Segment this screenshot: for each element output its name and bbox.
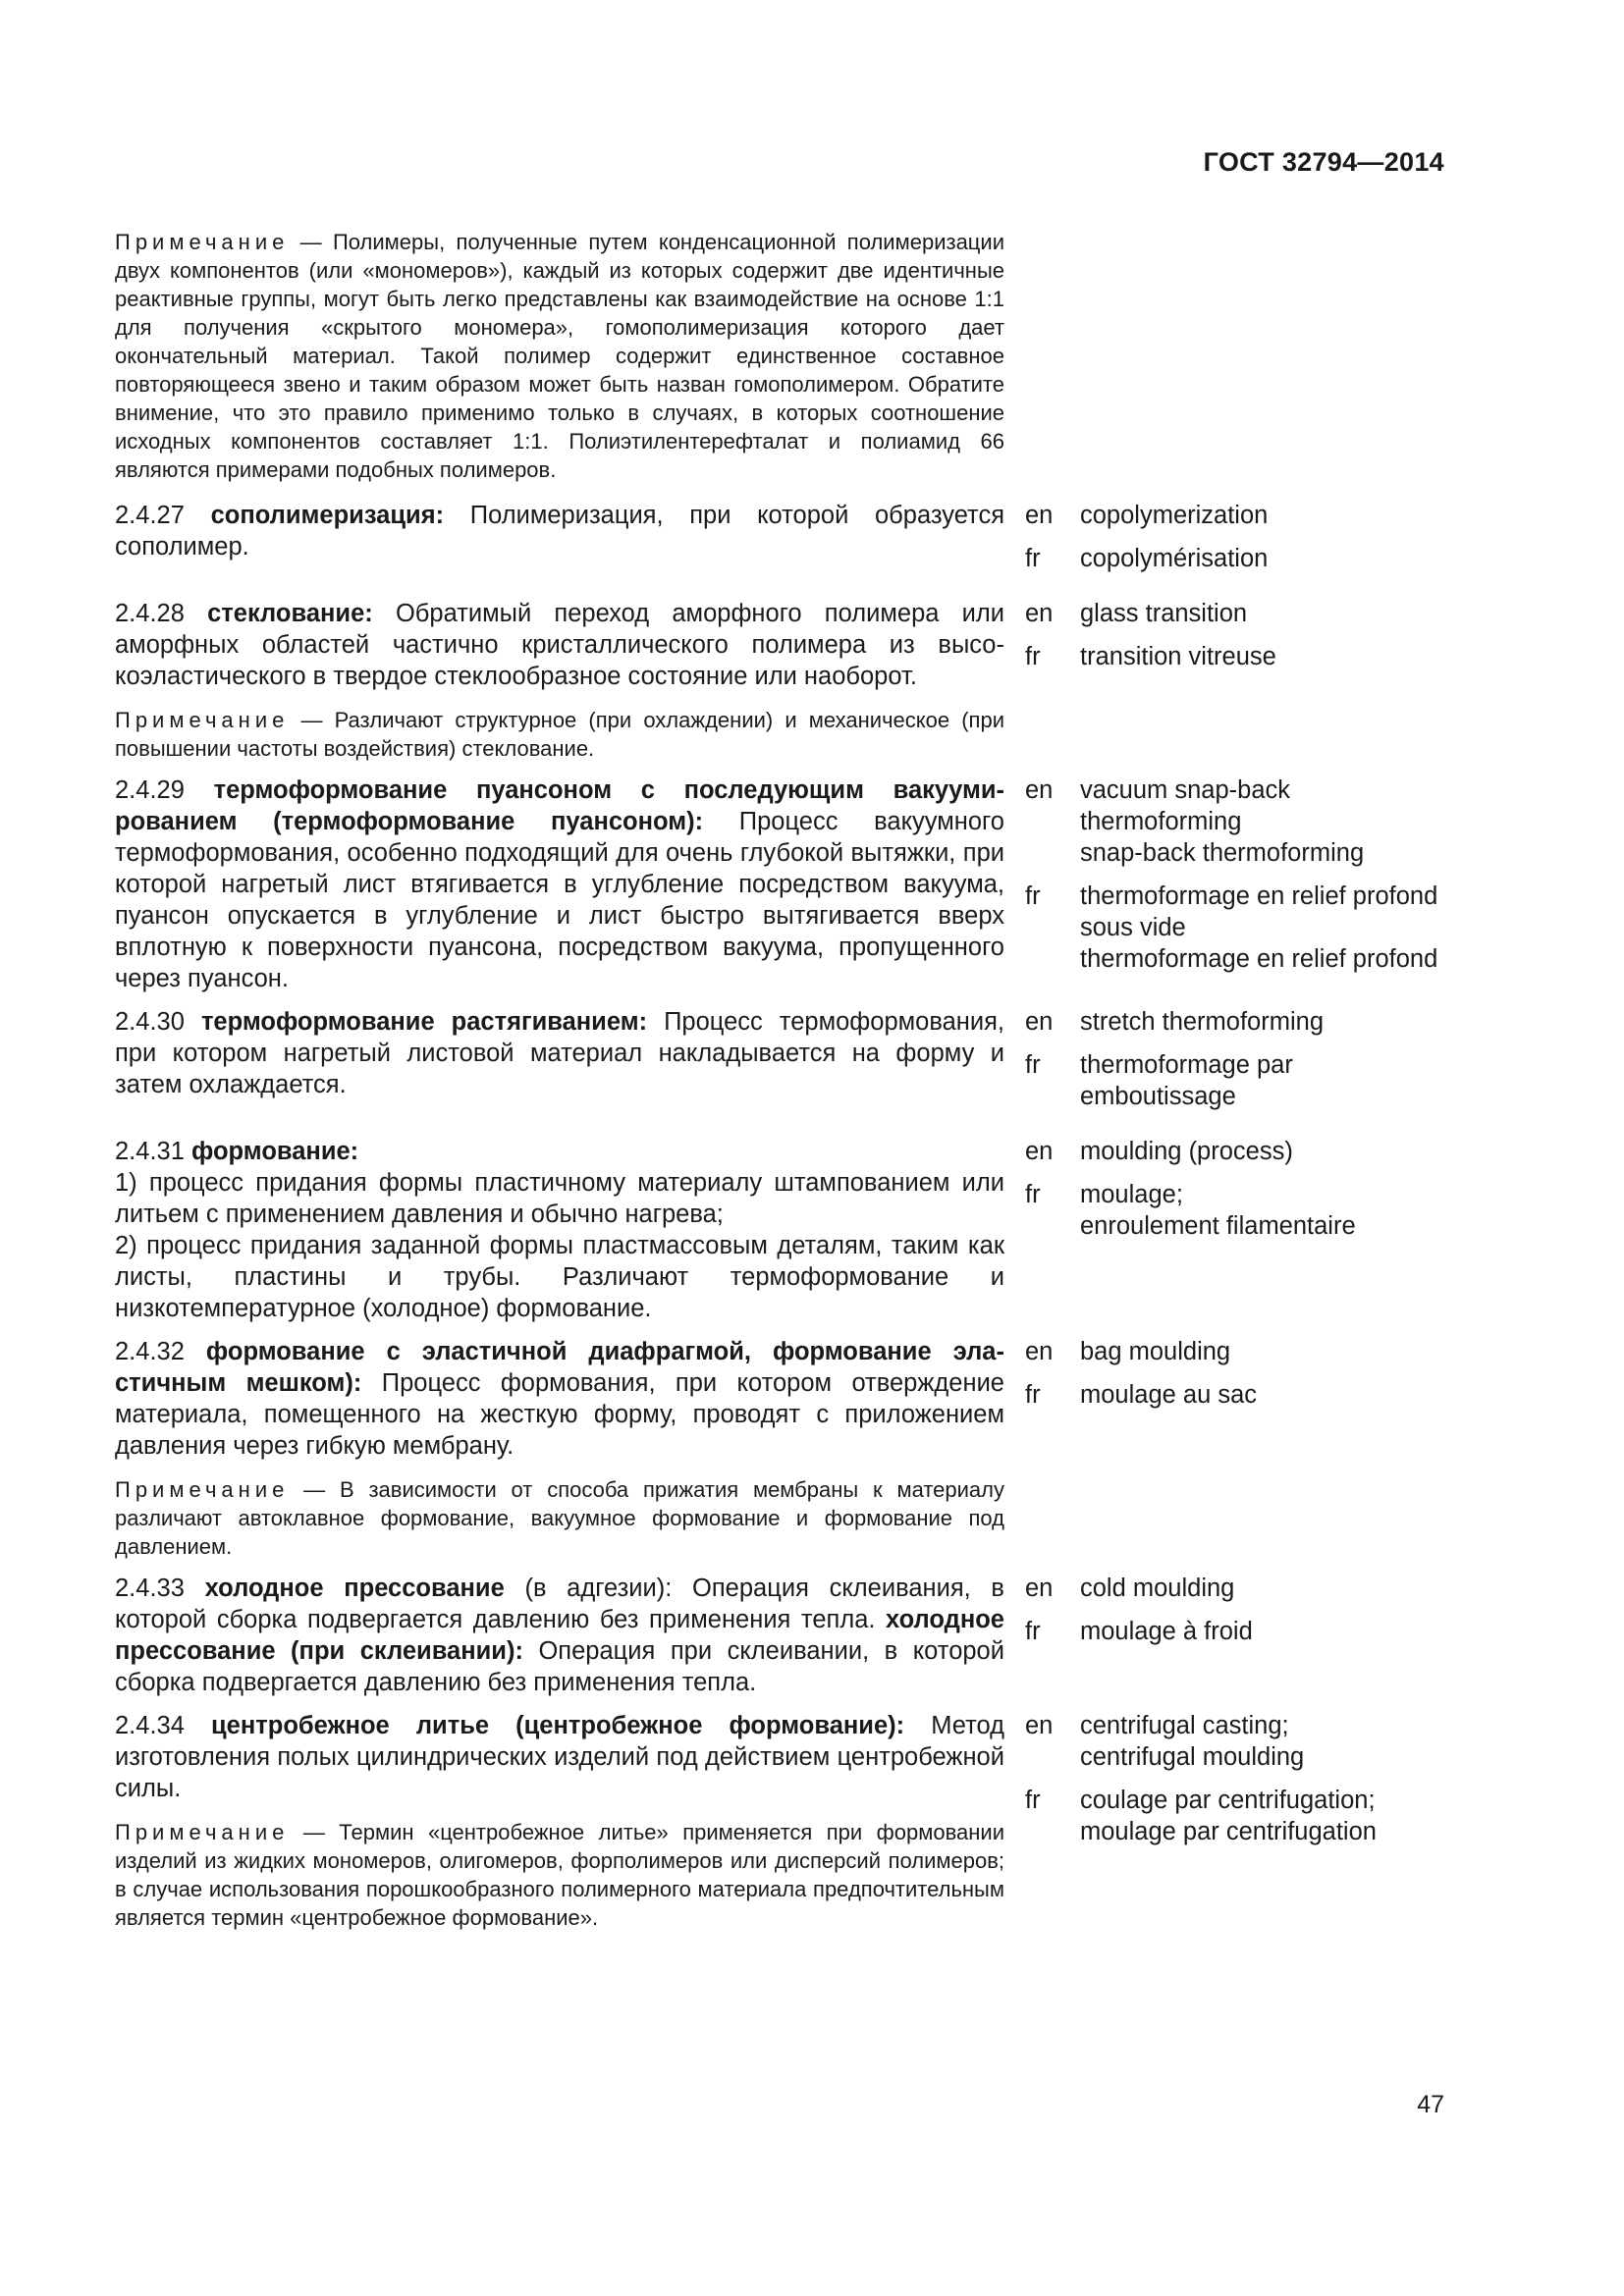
lang-en: en: [1025, 1712, 1054, 1739]
en-term: vacuum snap-back thermoforming: [1080, 776, 1291, 835]
translations: [1025, 774, 1450, 994]
entry-number: 2.4.28: [115, 600, 185, 627]
lang-fr: fr: [1025, 1381, 1041, 1409]
translations: [1025, 1006, 1450, 1124]
fr-term: moulage;: [1080, 1181, 1183, 1208]
lang-fr: fr: [1025, 1787, 1041, 1814]
note-label: Примечание: [115, 708, 290, 732]
note-text: — Полимеры, полученные путем конденсационной полимеризации двух компонентов (или «мономеров»), каждый из которых содержит две идентичные реактивные группы, могут быть легко представлены как взаимодействие на основе 1:1 для получения «скрытого мономера», гомополимеризация которого дает окончательный материал. Такой полимер содержит единственное составное повторяющееся звено и таким образом может быть назван гомополимером. Обратите внимение, что это правило применимо только в случаях, в которых соотношение исходных компонентов составляет 1:1. Полиэтилентерефталат и полиамид 66 являются примерами подобных полимеров.: [115, 230, 1004, 482]
definition-text-alt: Операция при склеивании, в которой сборка подвергается давлению без применения тепла.: [115, 1637, 1004, 1696]
entry-number: 2.4.29: [115, 776, 185, 804]
fr-term: thermoformage en relief profond sous vide: [1080, 882, 1438, 941]
translations: [1025, 1710, 1450, 1932]
entry-note: [115, 1475, 1004, 1561]
translations: [1025, 598, 1450, 763]
entry-number: 2.4.30: [115, 1008, 185, 1036]
lang-en: en: [1025, 1575, 1054, 1602]
fr-term: enroulement filamentaire: [1080, 1212, 1356, 1240]
fr-term: thermoformage par emboutissage: [1080, 1051, 1293, 1110]
term-entry-2-4-29: [115, 774, 1450, 994]
note-label: Примечание: [115, 1477, 290, 1502]
term-entry-2-4-27: [115, 500, 1450, 586]
definition: [115, 1136, 1004, 1324]
term-name: термоформование пуансоном с последующим вакуумированием (термоформование пуансоном):: [115, 776, 1004, 835]
term-name: формование:: [191, 1138, 359, 1165]
lang-fr: fr: [1025, 1181, 1041, 1208]
note-label: Примечание: [115, 230, 290, 254]
document-header: ГОСТ 32794—2014: [1203, 147, 1444, 177]
fr-term: moulage à froid: [1080, 1618, 1253, 1645]
definition-text: Процесс формования, при котором отверждение материала, помещенного на жесткую форму, проводят с приложением давления через гибкую мембрану.: [115, 1369, 1004, 1460]
fr-term: copolymérisation: [1080, 545, 1269, 572]
definition: [115, 500, 1004, 562]
fr-term: coulage par centrifugation;: [1080, 1787, 1376, 1814]
en-term: centrifugal casting;: [1080, 1712, 1289, 1739]
definition-text: Процесс термоформования, при котором нагретый листовой материал накладывается на форму и затем охлаждается.: [115, 1008, 1004, 1098]
entry-number: 2.4.32: [115, 1338, 185, 1365]
fr-term: thermoformage en relief profond: [1080, 945, 1438, 973]
page-content: [115, 228, 1450, 1932]
term-entry-2-4-28: [115, 598, 1450, 763]
en-term: cold moulding: [1080, 1575, 1235, 1602]
fr-term: moulage par centrifugation: [1080, 1818, 1377, 1845]
note-label: Примечание: [115, 1820, 290, 1844]
en-term: moulding (process): [1080, 1138, 1293, 1165]
term-name: термоформование растягиванием:: [200, 1008, 648, 1036]
term-entry-2-4-30: [115, 1006, 1450, 1124]
entry-number: 2.4.33: [115, 1575, 185, 1602]
en-term: snap-back thermoforming: [1080, 839, 1365, 867]
term-entry-2-4-31: [115, 1136, 1450, 1324]
note-text: — Различают структурное (при охлаждении) и механическое (при повышении частоты воздействия) стеклование.: [115, 708, 1004, 761]
definition: [115, 1336, 1004, 1462]
en-term: bag moulding: [1080, 1338, 1231, 1365]
lang-fr: fr: [1025, 1051, 1041, 1079]
translations: [1025, 1573, 1450, 1698]
definition-text: Полимеризация, при которой образуется сополимер.: [115, 502, 1005, 561]
definition-text: Процесс вакуумного термоформования, особенно подходящий для очень глубокой вытяжки, при которой нагретый лист втягивается в углубление посредством вакуума, пуансон опускается в углубление и лист быстро вытягивается вверх вплотную к поверхности пуансона, посредством вакуума, пропущенного через пуансон.: [115, 808, 1004, 992]
en-term: stretch thermoforming: [1080, 1008, 1325, 1036]
definition: [115, 1573, 1004, 1698]
lang-fr: fr: [1025, 882, 1041, 910]
note-text: — Термин «центробежное литье» применяется при формовании изделий из жидких мономеров, олигомеров, форполимеров или дисперсий полимеров; в случае использования порошкообразного полимерного материала предпочтительным является термин «центробежное формование».: [115, 1820, 1004, 1930]
definition-text: Обратимый переход аморфного полимера или аморфных областей частично кристаллического полимера из высокоэластического в твердое стеклообразное состояние или наоборот.: [115, 600, 1004, 690]
term-name: формование с эластичной диафрагмой, формование эластичным мешком):: [115, 1338, 1004, 1397]
page-number: 47: [1417, 2091, 1444, 2118]
definition-text: (в адгезии): Операция склеивания, в которой сборка подвергается давлению без применения тепла.: [115, 1575, 1004, 1633]
entry-note: [115, 1818, 1004, 1932]
term-entry-2-4-33: [115, 1573, 1450, 1698]
lang-en: en: [1025, 776, 1054, 804]
lang-en: en: [1025, 600, 1054, 627]
term-entry-2-4-34: [115, 1710, 1450, 1932]
definition: [115, 1006, 1004, 1100]
translations: [1025, 1136, 1450, 1324]
entry-number: 2.4.27: [115, 502, 185, 529]
lang-fr: fr: [1025, 1618, 1041, 1645]
translations: [1025, 1336, 1450, 1561]
definition-text: Метод изготовления полых цилиндрических изделий под действием центробежной силы.: [115, 1712, 1004, 1802]
term-name: холодное прессование: [204, 1575, 505, 1602]
note-top: [115, 228, 1004, 484]
term-entry-2-4-32: [115, 1336, 1450, 1561]
term-name-alt: холодное прессование (при склеивании):: [115, 1606, 1004, 1665]
translations: [1025, 500, 1450, 586]
fr-term: moulage au sac: [1080, 1381, 1258, 1409]
en-term: copolymerization: [1080, 502, 1269, 529]
en-term: glass transition: [1080, 600, 1248, 627]
definition-line: 2) процесс придания заданной формы пластмассовым деталям, таким как листы, пластины и трубы. Различают термоформование и низкотемпературное (холодное) формование.: [115, 1232, 1004, 1322]
lang-en: en: [1025, 502, 1054, 529]
entry-number: 2.4.34: [115, 1712, 185, 1739]
note-text: — В зависимости от способа прижатия мембраны к материалу различают автоклавное формование, вакуумное формование и формование под давлением.: [115, 1477, 1004, 1559]
fr-term: transition vitreuse: [1080, 643, 1276, 670]
lang-fr: fr: [1025, 643, 1041, 670]
definition-line: 1) процесс придания формы пластичному материалу штампованием или литьем с применением давления и обычно нагрева;: [115, 1169, 1004, 1228]
lang-fr: fr: [1025, 545, 1041, 572]
term-name: стеклование:: [207, 600, 373, 627]
definition: [115, 774, 1004, 994]
entry-number: 2.4.31: [115, 1138, 185, 1165]
definition: [115, 1710, 1004, 1804]
term-name: сополимеризация:: [210, 502, 445, 529]
lang-en: en: [1025, 1008, 1054, 1036]
lang-en: en: [1025, 1138, 1054, 1165]
term-name: центробежное литье (центробежное формование):: [211, 1712, 905, 1739]
en-term: centrifugal moulding: [1080, 1743, 1305, 1771]
lang-en: en: [1025, 1338, 1054, 1365]
definition: [115, 598, 1004, 692]
entry-note: [115, 706, 1004, 763]
